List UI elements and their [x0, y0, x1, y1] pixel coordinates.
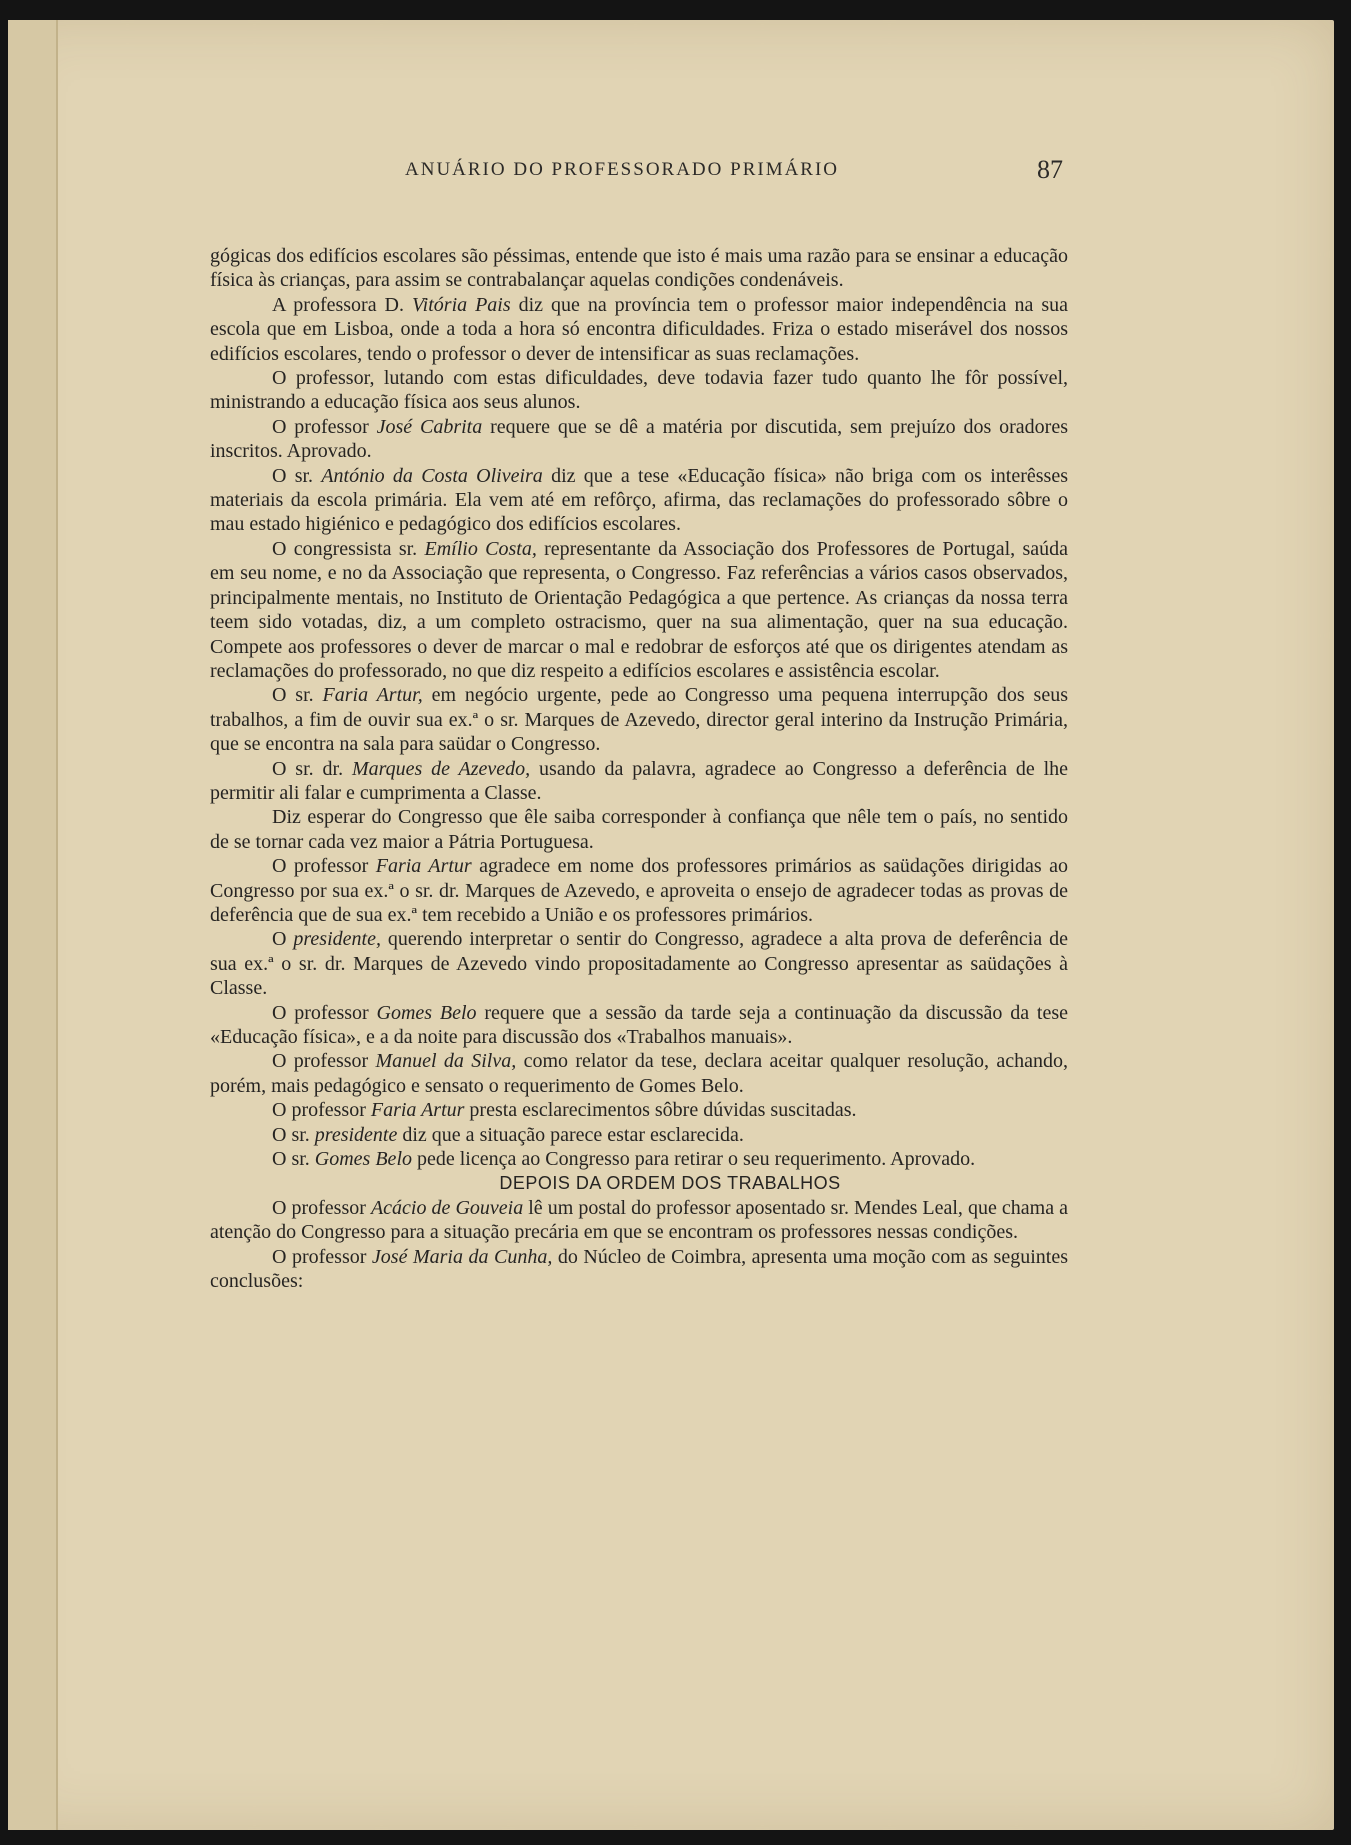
- paragraph: O professor Manuel da Silva, como relator da tese, declara aceitar qualquer resolução, achando, porém, mais pedagógico e sensato o requerimento de Gomes Belo.: [210, 1050, 1068, 1097]
- paragraph: O sr. presidente diz que a situação parece estar esclarecida.: [272, 1123, 744, 1146]
- paragraph: O sr. dr. Marques de Azevedo, usando da palavra, agradece ao Congresso a deferência de lhe permitir ali falar e cumprimenta a Classe.: [210, 757, 1068, 804]
- paragraph: O professor Acácio de Gouveia lê um postal do professor aposentado sr. Mendes Leal, que chama a atenção do Congresso para a situação precária em que se encontram os professores nessas condições.: [210, 1196, 1068, 1244]
- speaker-name: Faria Artur: [370, 1099, 465, 1122]
- speaker-name: Faria Artur: [375, 855, 472, 878]
- paragraph: O professor José Maria da Cunha, do Núcleo de Coimbra, apresenta uma moção com as seguintes conclusões:: [210, 1245, 1068, 1293]
- paragraph: O professor, lutando com estas dificuldades, deve todavia fazer tudo quanto lhe fôr possível, ministrando a educação física aos seus alunos.: [210, 367, 1068, 414]
- speaker-name: presidente,: [293, 928, 381, 951]
- paragraph: O professor José Cabrita requere que se dê a matéria por discutida, sem prejuízo dos oradores inscritos. Aprovado.: [210, 415, 1068, 463]
- running-title: ANUÁRIO DO PROFESSORADO PRIMÁRIO: [405, 159, 840, 180]
- speaker-name: José Maria da Cunha,: [371, 1245, 553, 1268]
- speaker-name: José Cabrita: [376, 415, 483, 438]
- speaker-name: Gomes Belo: [376, 1001, 477, 1024]
- speaker-name: Acácio de Gouveia: [370, 1196, 524, 1219]
- speaker-name: Manuel da Silva,: [375, 1050, 517, 1073]
- paragraph: gógicas dos edifícios escolares são péssimas, entende que isto é mais uma razão para se ensinar a educação física às crianças, para assim se contrabalançar aquelas condições condenáveis.: [210, 245, 1068, 292]
- speaker-name: Vitória Pais: [411, 293, 511, 316]
- binding-edge: [8, 20, 58, 1830]
- paragraph: A professora D. Vitória Pais diz que na província tem o professor maior independência na sua escola que em Lisboa, onde a toda a hora só encontra dificuldades. Friza o estado miserável dos nossos edifícios escolares, tendo o professor o dever de intensificar as suas reclamações.: [210, 293, 1068, 365]
- page-number: 87: [1037, 155, 1063, 184]
- paragraph: Diz esperar do Congresso que êle saiba corresponder à confiança que nêle tem o país, no sentido de se tornar cada vez maior a Pátria Portuguesa.: [210, 806, 1068, 853]
- speaker-name: Emílio Costa,: [424, 537, 537, 560]
- speaker-name: Marques de Azevedo,: [351, 757, 531, 780]
- speaker-name: Faria Artur,: [322, 684, 423, 707]
- speaker-name: Gomes Belo: [314, 1148, 412, 1171]
- paragraph: O sr. António da Costa Oliveira diz que a tese «Educação física» não briga com os interêsses materiais da escola primária. Ela vem até em refôrço, afirma, das reclamações do professorado sôbre o mau estado higiénico e pedagógico dos edifícios escolares.: [210, 464, 1068, 536]
- paragraph: O sr. Gomes Belo pede licença ao Congresso para retirar o seu requerimento. Aprovado.: [272, 1148, 976, 1171]
- paragraph: O professor Gomes Belo requere que a sessão da tarde seja a continuação da discussão da tese «Educação física», e a da noite para discussão dos «Trabalhos manuais».: [210, 1001, 1068, 1048]
- body-text: [210, 244, 1068, 1293]
- speaker-name: António da Costa Oliveira: [321, 464, 543, 487]
- paragraph: O sr. Faria Artur, em negócio urgente, pede ao Congresso uma pequena interrupção dos seus trabalhos, a fim de ouvir sua ex.ª o sr. Marques de Azevedo, director geral interino da Instrução Primária, que se encontra na sala para saüdar o Congresso.: [210, 684, 1068, 756]
- paragraph: O presidente, querendo interpretar o sentir do Congresso, agradece a alta prova de deferência de sua ex.ª o sr. dr. Marques de Azevedo vindo propositadamente ao Congresso apresentar as saüdações à Classe.: [210, 928, 1068, 1000]
- section-heading: DEPOIS DA ORDEM DOS TRABALHOS: [499, 1173, 841, 1194]
- paragraph: O congressista sr. Emílio Costa, representante da Associação dos Professores de Portugal, saúda em seu nome, e no da Associação que representa, o Congresso. Faz referências a vários casos observados, principalmente mentais, no Instituto de Orientação Pedagógica a que pertence. As crianças da nossa terra teem sido votadas, diz, a um completo ostracismo, quer na sua alimentação, quer na sua educação. Compete aos professores o dever de marcar o mal e redobrar de esforços até que os dirigentes atendam as reclamações do professorado, no que diz respeito a edifícios escolares e assistência escolar.: [210, 537, 1068, 682]
- running-header: [340, 155, 1063, 185]
- speaker-name: presidente: [314, 1123, 398, 1146]
- paragraph: O professor Faria Artur agradece em nome dos professores primários as saüdações dirigidas ao Congresso por sua ex.ª o sr. dr. Marques de Azevedo, e aproveita o ensejo de agradecer todas as provas de deferência que de sua ex.ª tem recebido a União e os professores primários.: [210, 855, 1069, 926]
- paragraph: O professor Faria Artur presta esclarecimentos sôbre dúvidas suscitadas.: [272, 1099, 857, 1122]
